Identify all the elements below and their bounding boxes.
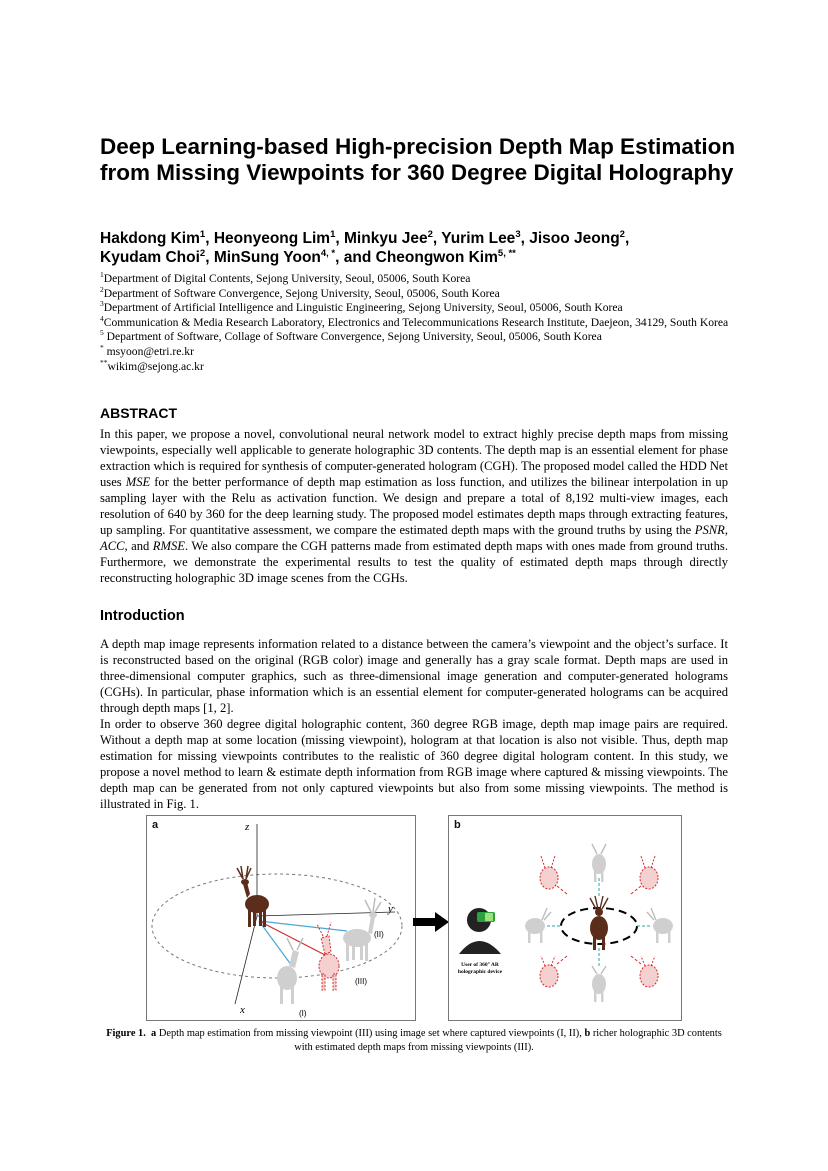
affiliation-sup: ** bbox=[100, 357, 108, 367]
right-arrow-icon bbox=[411, 910, 451, 934]
affiliation bbox=[100, 272, 730, 287]
x-axis bbox=[235, 916, 257, 1004]
caption-label: Figure 1. bbox=[106, 1028, 146, 1039]
view-iii-label: (III) bbox=[355, 977, 367, 986]
author-sup: 1 bbox=[199, 228, 206, 240]
author-sup: 4, * bbox=[320, 247, 336, 259]
deer-missing-icon bbox=[540, 856, 558, 889]
figure-panel-a bbox=[146, 815, 416, 1021]
view-ray-i bbox=[259, 921, 292, 966]
abstract-text: , and bbox=[124, 539, 153, 553]
affiliation-text: Department of Software, Collage of Software Convergence, Sejong University, Seoul, 05006, South Korea bbox=[103, 330, 602, 344]
deer-missing-icon bbox=[540, 956, 558, 987]
user-label-line2: holographic device bbox=[457, 969, 503, 975]
affiliation bbox=[100, 357, 730, 375]
z-axis-label: z bbox=[245, 821, 250, 833]
abstract-text: for the better performance of depth map estimation as loss function, and utilizes the bilinear interpolation in up sampling layer with the Relu as activation function. We design and prepare a total of 8,192 multi-view images, each resolution of 640 by 360 for the deep learning study. The proposed model estimates depth maps through extracting features, up sampling. For quantitative assessment, we compare the estimated depth maps with the ground truths by using the bbox=[100, 475, 728, 537]
affiliation bbox=[100, 330, 730, 345]
affiliation bbox=[100, 313, 730, 331]
abstract-term: MSE bbox=[125, 475, 151, 489]
abstract-text: . We also compare the CGH patterns made from estimated depth maps with ones made from ground truths. Furthermore, we demonstrate the experimental results to test the quality of estimated depth maps through directly reconstructing holographic 3D image scenes from the CGHs. bbox=[100, 539, 728, 585]
panel-b-illustration bbox=[449, 816, 681, 1020]
affiliation-text: Department of Software Convergence, Sejong University, Seoul, 05006, South Korea bbox=[103, 286, 500, 300]
connector-line bbox=[557, 886, 567, 894]
caption-text: Depth map estimation from missing viewpoint (III) using image set where captured viewpoints (I, II), bbox=[156, 1028, 585, 1039]
panel-a-illustration bbox=[147, 816, 415, 1020]
affiliation bbox=[100, 301, 730, 316]
figure-1 bbox=[146, 815, 682, 1021]
affiliation-sup: 3 bbox=[100, 299, 104, 309]
deer-gray-icon bbox=[592, 966, 606, 1002]
author-name: Hakdong Kim bbox=[100, 230, 200, 247]
affiliation-sup: 1 bbox=[100, 270, 104, 280]
affiliation-text: Department of Artificial Intelligence and Linguistic Engineering, Sejong University, Seoul, 05006, South Korea bbox=[103, 301, 623, 315]
affiliation-text: wikim@sejong.ac.kr bbox=[107, 359, 204, 373]
caption-text: richer holographic 3D contents with estimated depth maps from missing viewpoints (III). bbox=[294, 1028, 722, 1053]
author-sep: , bbox=[624, 230, 630, 247]
view-i-label: (I) bbox=[299, 1009, 307, 1018]
connector-line bbox=[631, 886, 641, 894]
abstract-term: ACC bbox=[100, 539, 125, 553]
abstract-text: In this paper, we propose a novel, convolutional neural network model to extract highly precise depth maps from missing viewpoints, especially well applicable to generate holographic 3D contents. The depth map is an essential element for phase extraction which is required for synthesis of computer-generated hologram (CGH). The proposed model called the HDD Net uses bbox=[100, 427, 728, 489]
author-sup: 3 bbox=[515, 228, 521, 240]
deer-gray-icon bbox=[647, 908, 673, 943]
author-sep: , bbox=[432, 230, 442, 247]
affiliation-sup: * bbox=[100, 343, 104, 353]
view-ii-label: (II) bbox=[374, 930, 384, 939]
affiliation-text: msyoon@etri.re.kr bbox=[103, 344, 194, 358]
panel-label: a bbox=[152, 819, 159, 831]
deer-gray-icon bbox=[592, 844, 606, 882]
abstract-text: , bbox=[724, 523, 728, 537]
author-sup: 2 bbox=[427, 228, 433, 240]
author-name: MinSung Yoon bbox=[213, 249, 321, 266]
abstract-heading: ABSTRACT bbox=[100, 405, 177, 421]
author-name: Heonyeong Lim bbox=[213, 230, 331, 247]
abstract-term: PSNR bbox=[694, 523, 725, 537]
affiliation-text: Department of Digital Contents, Sejong University, Seoul, 05006, South Korea bbox=[103, 272, 471, 285]
intro-heading: Introduction bbox=[100, 608, 185, 624]
deer-missing-icon bbox=[640, 956, 658, 987]
author-sep: , bbox=[520, 230, 530, 247]
affiliation-sup: 5 bbox=[100, 328, 104, 338]
connector-line bbox=[557, 956, 567, 964]
affiliation-sup: 4 bbox=[100, 313, 104, 323]
author-sep: , bbox=[335, 230, 345, 247]
abstract-body bbox=[100, 426, 728, 586]
author-sup: 1 bbox=[330, 228, 336, 240]
abstract-term: RMSE bbox=[152, 539, 185, 553]
figure-panel-b bbox=[448, 815, 682, 1021]
author-name: Cheongwon Kim bbox=[375, 249, 498, 266]
affiliation-list bbox=[100, 272, 730, 374]
affiliation bbox=[100, 284, 730, 302]
user-label-line1: User of 360° AR bbox=[461, 962, 499, 968]
author-name: Jisoo Jeong bbox=[529, 230, 620, 247]
author-sep: , bbox=[205, 230, 214, 247]
author-list bbox=[100, 229, 740, 267]
author-sup: 5, ** bbox=[497, 247, 516, 259]
author-sep: , bbox=[205, 249, 214, 266]
view-ray-ii bbox=[259, 921, 347, 931]
author-name: Yurim Lee bbox=[441, 230, 516, 247]
paper-title: Deep Learning-based High-precision Depth Map Estimation from Missing Viewpoints for 360 Degree Digital Holography bbox=[100, 134, 736, 185]
author-sup: 2 bbox=[199, 247, 206, 259]
affiliation-sup: 2 bbox=[100, 284, 104, 294]
affiliation bbox=[100, 345, 730, 360]
x-axis-label: x bbox=[240, 1004, 245, 1016]
author-name: Kyudam Choi bbox=[100, 249, 200, 266]
connector-line bbox=[631, 956, 641, 964]
author-sep: , and bbox=[335, 249, 376, 266]
intro-paragraph: A depth map image represents information related to a distance between the camera’s viewpoint and the object’s surface. It is reconstructed based on the original (RGB color) image and generally has a gray scale format. Depth maps are used in three-dimensional computer graphics, such as three-dimensional image generation and computer-generated holograms (CGHs). In particular, phase information which is an essential element for computer-generated holograms can be acquired through depth maps [1, 2]. bbox=[100, 637, 728, 715]
figure-caption bbox=[104, 1027, 724, 1055]
intro-paragraph: In order to observe 360 degree digital holographic content, 360 degree RGB image, depth map image pairs are required. Without a depth map at some location (missing viewpoint), hologram at that location is also not visible. Thus, depth map estimation for missing viewpoints contributes to the realistic of 360 degree digital hologram content. In this study, we propose a novel method to learn & estimate depth information from RGB image where captured & missing viewpoints. The depth map can be generated from not only captured viewpoints but also from some missing viewpoints. The method is illustrated in Fig. 1. bbox=[100, 717, 728, 811]
user-with-headset-icon bbox=[459, 908, 501, 954]
deer-view-i-icon bbox=[277, 938, 303, 1004]
caption-panel-ref: b bbox=[584, 1028, 591, 1039]
affiliation-text: Communication & Media Research Laboratory, Electronics and Telecommunications Research Institute, Daejeon, 34129, South Korea bbox=[103, 315, 729, 329]
deer-center-icon bbox=[590, 896, 608, 950]
caption-panel-ref: a bbox=[151, 1028, 157, 1039]
panel-label: b bbox=[454, 819, 461, 831]
y-axis-label: y bbox=[388, 903, 393, 915]
orbit-ellipse bbox=[152, 874, 402, 978]
author-name: Minkyu Jee bbox=[344, 230, 428, 247]
deer-missing-icon bbox=[640, 856, 658, 889]
author-sup: 2 bbox=[619, 228, 625, 240]
deer-view-iii-icon bbox=[317, 922, 339, 990]
